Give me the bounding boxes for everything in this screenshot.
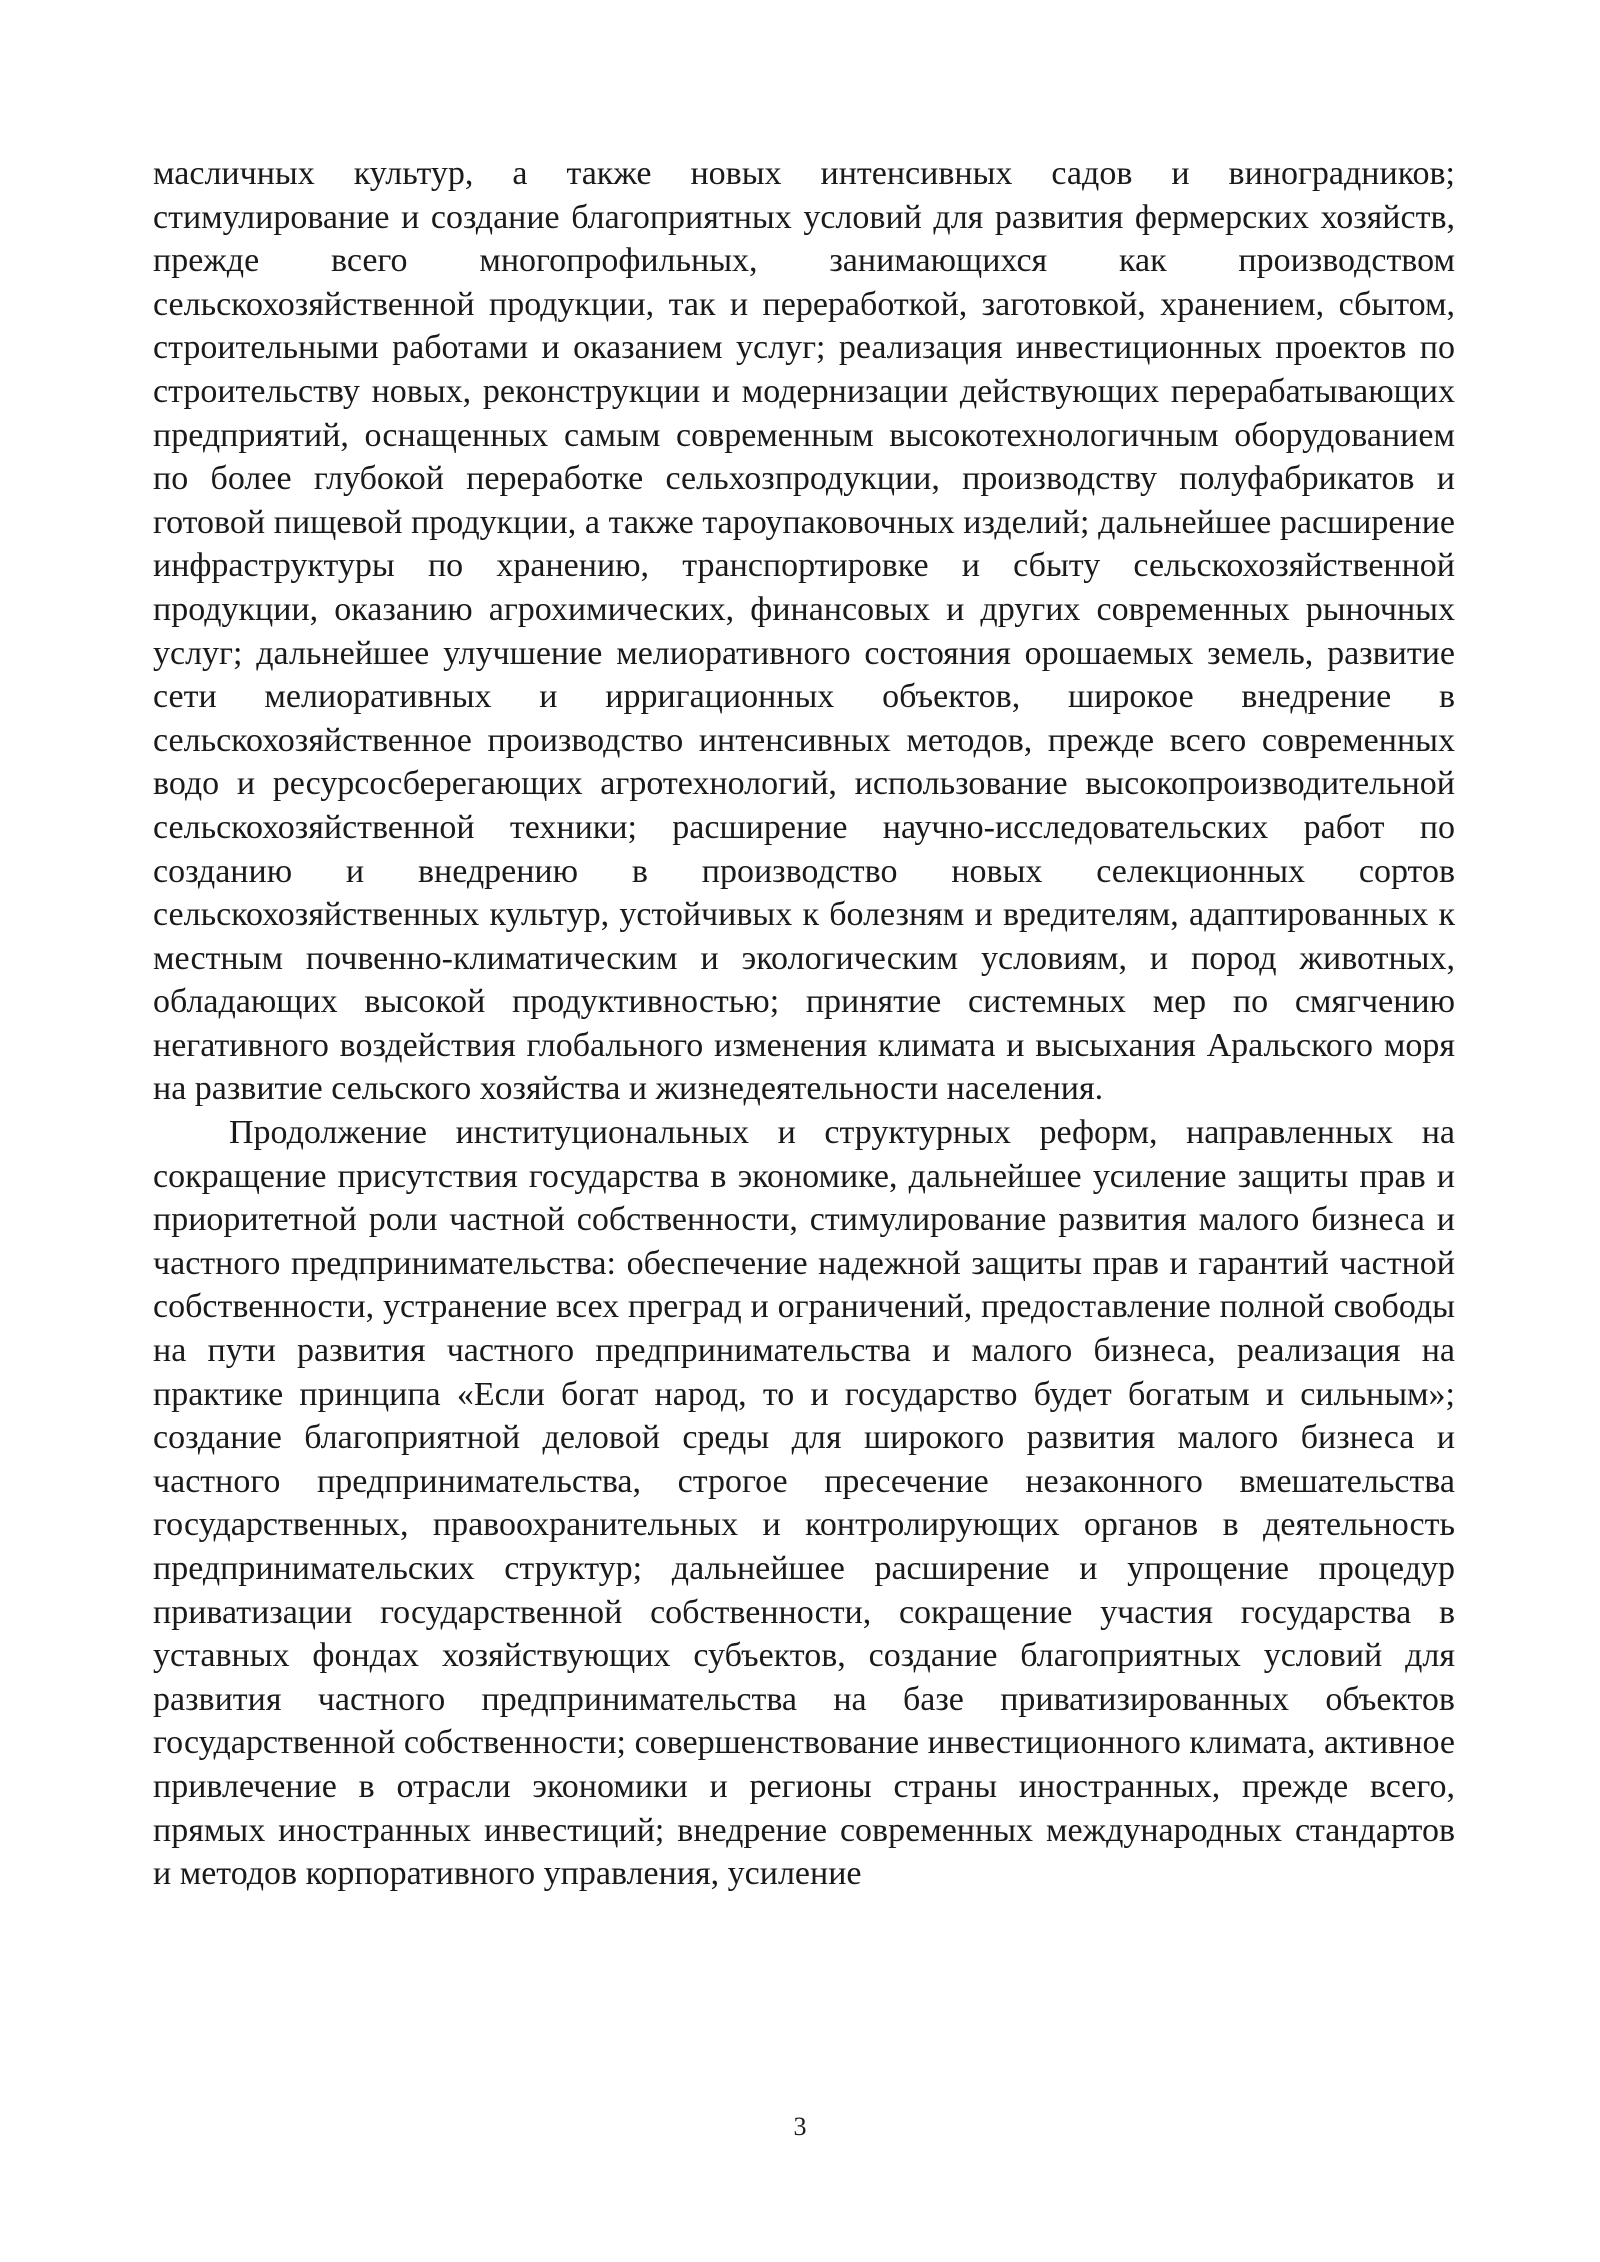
page-number: 3: [793, 2112, 807, 2141]
paragraph-institutional-reforms: Продолжение институциональных и структурных реформ, направленных на сокращение присутствия государства в экономике, дальнейшее усиление защиты прав и приоритетной роли частной собственности, стимулирование развития малого бизнеса и частного предпринимательства: обеспечение надежной защиты прав и гарантий частной собственности, устранение всех преград и ограничений, предоставление полной свободы на пути развития частного предпринимательства и малого бизнеса, реализация на практике принципа «Если богат народ, то и государство будет богатым и сильным»; создание благоприятной деловой среды для широкого развития малого бизнеса и частного предпринимательства, строгое пресечение незаконного вмешательства государственных, правоохранительных и контролирующих органов в деятельность предпринимательских структур; дальнейшее расширение и упрощение процедур приватизации государственной собственности, сокращение участия государства в уставных фондах хозяйствующих субъектов, создание благоприятных условий для развития частного предпринимательства на базе приватизированных объектов государственной собственности; совершенствование инвестиционного климата, активное привлечение в отрасли экономики и регионы страны иностранных, прежде всего, прямых иностранных инвестиций; внедрение современных международных стандартов и методов корпоративного управления, усиление: [153, 1114, 1455, 1893]
body-text: [153, 152, 1455, 1896]
paragraph-continuation: масличных культур, а также новых интенсивных садов и виноградников; стимулирование и создание благоприятных условий для развития фермерских хозяйств, прежде всего многопрофильных, занимающихся как производством сельскохозяйственной продукции, так и переработкой, заготовкой, хранением, сбытом, строительными работами и оказанием услуг; реализация инвестиционных проектов по строительству новых, реконструкции и модернизации действующих перерабатывающих предприятий, оснащенных самым современным высокотехнологичным оборудованием по более глубокой переработке сельхозпродукции, производству полуфабрикатов и готовой пищевой продукции, а также тароупаковочных изделий; дальнейшее расширение инфраструктуры по хранению, транспортировке и сбыту сельскохозяйственной продукции, оказанию агрохимических, финансовых и других современных рыночных услуг; дальнейшее улучшение мелиоративного состояния орошаемых земель, развитие сети мелиоративных и ирригационных объектов, широкое внедрение в сельскохозяйственное производство интенсивных методов, прежде всего современных водо и ресурсосберегающих агротехнологий, использование высокопроизводительной сельскохозяйственной техники; расширение научно-исследовательских работ по созданию и внедрению в производство новых селекционных сортов сельскохозяйственных культур, устойчивых к болезням и вредителям, адаптированных к местным почвенно-климатическим и экологическим условиям, и пород животных, обладающих высокой продуктивностью; принятие системных мер по смягчению негативного воздействия глобального изменения климата и высыхания Аральского моря на развитие сельского хозяйства и жизнедеятельности населения.: [153, 155, 1455, 1108]
